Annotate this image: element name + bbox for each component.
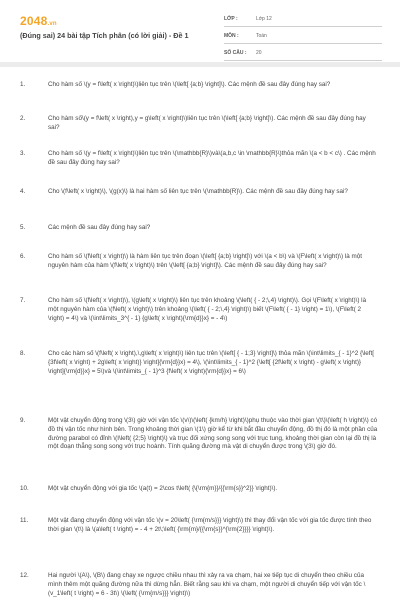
question-text: Một vật chuyển động với gia tốc \(a(t) = 2\cos t\left( {\{\rm{m}}/{{\rm{s}}^2}} \right)\). (48, 485, 278, 492)
logo-suffix: .vn (47, 21, 57, 27)
question-number: 2. (20, 115, 26, 122)
header-divider (0, 62, 400, 67)
question-number: 10. (20, 485, 29, 492)
page-title: (Đúng sai) 24 bài tập Tích phân (có lời giải) - Đề 1 (20, 31, 189, 40)
question-number: 7. (20, 297, 26, 304)
question-text: Một vật chuyển động trong \(3\) giờ với vận tốc \(v\)\(\left( {km/h} \right)\)phụ thuộc vào thời gian \(t\)\(\left( h \right)\) có đồ thị vận tốc như hình bên. Trong khoảng thời gian \(1\) giờ kể từ khi bắt đầu chuyển động, đồ thị đó là một phần của đường parabol có đỉnh \(I\left( {2;5} \right)\) và trục đối xứng song song với trục tung, khoảng thời gian còn lại đồ thị là một đoạn thẳng song song với trục hoành. Tính quãng đường mà vật di chuyển được trong \(3\) giờ đó. (48, 417, 378, 451)
logo-text: 2048 (20, 14, 48, 28)
page-header (0, 0, 400, 62)
meta-value: Lớp 12 (256, 15, 272, 22)
question-text: Cho các hàm số \(f\left( x \right),\,g\left( x \right)\) liên tục trên \(\left[ { - 1;3} \right]\) thỏa mãn \(\int\limits_{ - 1}^2 {\left[ {3f\left( x \right) + 2g\left( x \right)} \right]{\rm{d}}x} = 4\), \(\int\limits_{ - 1}^2 {\left[ {2f\left( x \right) - g\left( x \right)} \right]{\rm{d}}x} = 5\)và \(\int\limits_{ - 1}^3 {f\left( x \right){\rm{d}}x} = 6\) (48, 350, 374, 375)
question-text: Hai người \(A\), \(B\) đang chạy xe ngược chiều nhau thì xảy ra va chạm, hai xe tiếp tục di chuyển theo chiều của mình thêm một quãng đường nữa thì dừng hẳn. Biết rằng sau khi va chạm, một người di chuyển tiếp với vận tốc \(v_1\left( t \right) = 6 - 3t\) \(\left( {\rm{m/s}}} \right)\) (48, 572, 366, 597)
question-number: 4. (20, 188, 26, 195)
site-logo[interactable] (20, 14, 57, 28)
question-number: 12. (20, 572, 29, 579)
question-number: 5. (20, 224, 26, 231)
question-number: 11. (20, 517, 29, 524)
question-text: Cho \(f\left( x \right)\), \(g(x)\) là hai hàm số liên tục trên \(\mathbb{R}\). Các mệnh đề sau đây đúng hay sai? (48, 188, 348, 195)
question-text: Cho hàm số \(f\left( x \right)\), \(g\left( x \right)\) liên tục trên khoảng \(\left( { - 2;\,4} \right)\). Gọi \(F\left( x \right)\) là một nguyên hàm của \(f\left( x \right)\) trên khoảng \(\left( { - 2;\,4} \right)\) biết \(F\left( { - 1} \right) = 1\), \(F\left( 2 \right) = 4\) và \(\int\limits_3^{ - 1} {g\left( x \right){\rm{d}}x} = - 4\) (48, 297, 367, 322)
meta-label: LỚP : (224, 15, 238, 22)
meta-row-subject (224, 29, 382, 44)
meta-label: SỐ CÂU : (224, 49, 247, 56)
question-number: 9. (20, 417, 26, 424)
meta-row-class (224, 12, 382, 27)
question-text: Một vật đang chuyển động với vận tốc \(v = 20\left( {\rm{m/s}}} \right)\) thì thay đổi vận tốc với gia tốc được tính theo thời gian \(t\) là \(a\left( t \right) = - 4 + 2t\;\left( {\rm{m}/{{\rm{s}}^{\rm{2}}}} \right)\). (48, 517, 372, 533)
meta-row-count (224, 46, 382, 61)
meta-value: 20 (256, 49, 262, 56)
question-text: Cho hàm số\(y = f\left( x \right),y = g\left( x \right)\)liên tục trên \(\left[ {a;b} \right]\). Các mệnh đề sau đây đúng hay sai? (48, 115, 366, 131)
meta-info (224, 12, 382, 63)
question-number: 1. (20, 81, 26, 88)
question-text: Cho hàm số \(f\left( x \right)\) là hàm liên tục trên đoạn \(\left[ {a;b} \right]\) với \(a < b\) và \(F\left( x \right)\) là một nguyên hàm của hàm \(f\left( x \right)\) trên \(\left[ {a;b} \right]\). Các mệnh đề sau đây đúng hay sai? (48, 253, 363, 269)
question-number: 3. (20, 150, 26, 157)
meta-label: MÔN : (224, 32, 239, 39)
question-number: 8. (20, 350, 26, 357)
question-text: Các mệnh đề sau đây đúng hay sai? (48, 224, 151, 231)
question-text: Cho hàm số \(y = f\left( x \right)\)liên tục trên \(\left[ {a;b} \right]\). Các mệnh đề sau đây đúng hay sai? (48, 81, 331, 88)
question-text: Cho hàm số \(y = f\left( x \right)\)liên tục trên \(\mathbb{R}\)và\(a,b,c \in \mathbb{R}\)thỏa mãn \(a < b < c\) . Các mệnh đề sau đây đúng hay sai? (48, 150, 376, 166)
question-number: 6. (20, 253, 26, 260)
meta-value: Toán (256, 32, 267, 39)
